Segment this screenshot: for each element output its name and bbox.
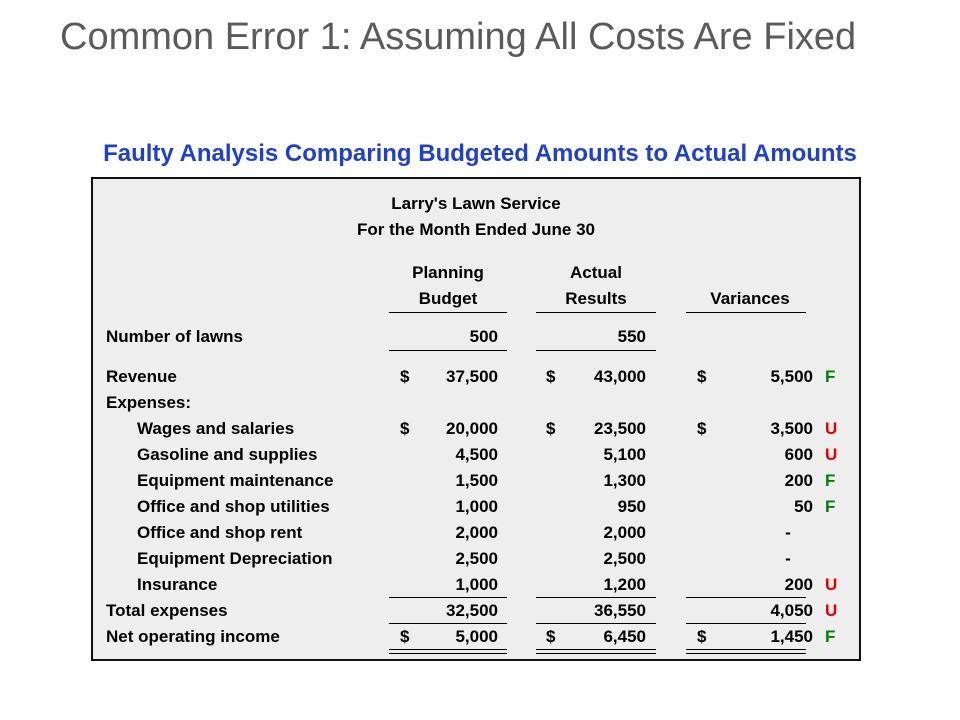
net-income-actual: 6,450 (603, 627, 646, 646)
expense-label: Equipment Depreciation (137, 549, 333, 568)
expense-variance: - (785, 549, 791, 568)
total-underline (686, 623, 806, 624)
net-income-budget: 5,000 (455, 627, 498, 646)
expense-flag: U (825, 575, 838, 594)
net-income-flag: F (825, 627, 836, 646)
expenses-heading: Expenses: (106, 393, 192, 412)
expenses-underline (686, 597, 806, 598)
slide-title: Common Error 1: Assuming All Costs Are Fixed (60, 16, 857, 58)
revenue-variance-currency: $ (697, 367, 707, 386)
expense-variance: 200 (784, 575, 813, 594)
expenses-underline (389, 597, 507, 598)
expense-actual: 1,200 (603, 575, 646, 594)
expense-flag: U (825, 419, 838, 438)
net-income-variance-currency: $ (697, 627, 707, 646)
net-income-budget-currency: $ (400, 627, 410, 646)
expense-actual: 5,100 (603, 445, 646, 464)
expense-variance: - (785, 523, 791, 542)
net-income-double-underline (536, 649, 656, 654)
expense-label: Equipment maintenance (137, 471, 334, 490)
net-income-actual-currency: $ (546, 627, 556, 646)
expense-budget: 2,000 (455, 523, 498, 542)
col-header-actual: Actual (570, 263, 622, 282)
expense-budget-currency: $ (400, 419, 410, 438)
lawns-budget: 500 (469, 327, 498, 346)
budget-report-panel (91, 177, 861, 661)
net-income-variance: 1,450 (770, 627, 813, 646)
slide-subtitle: Faulty Analysis Comparing Budgeted Amounts to Actual Amounts (103, 140, 857, 167)
total-expenses-variance: 4,050 (770, 601, 813, 620)
lawns-underline (389, 350, 507, 351)
revenue-budget-currency: $ (400, 367, 410, 386)
total-underline (536, 623, 656, 624)
expense-budget: 1,000 (455, 575, 498, 594)
header-underline (389, 312, 507, 313)
expenses-underline (536, 597, 656, 598)
revenue-actual-currency: $ (546, 367, 556, 386)
expense-label: Gasoline and supplies (137, 445, 318, 464)
col-header-results: Results (565, 289, 627, 308)
header-underline (686, 312, 806, 313)
expense-variance: 200 (784, 471, 813, 490)
total-expenses-budget: 32,500 (446, 601, 498, 620)
expense-budget: 4,500 (455, 445, 498, 464)
expense-actual: 950 (617, 497, 646, 516)
net-income-double-underline (389, 649, 507, 654)
total-expenses-actual: 36,550 (594, 601, 646, 620)
col-header-planning: Planning (412, 263, 484, 282)
expense-variance: 600 (784, 445, 813, 464)
expense-flag: F (825, 497, 836, 516)
revenue-flag: F (825, 367, 836, 386)
total-expenses-flag: U (825, 601, 838, 620)
expense-label: Office and shop utilities (137, 497, 330, 516)
header-underline (536, 312, 656, 313)
row-label-total-expenses: Total expenses (106, 601, 228, 620)
expense-budget: 20,000 (446, 419, 498, 438)
expense-flag: U (825, 445, 838, 464)
lawns-actual: 550 (617, 327, 646, 346)
company-name: Larry's Lawn Service (391, 194, 561, 213)
col-header-variances: Variances (710, 289, 790, 308)
expense-actual: 1,300 (603, 471, 646, 490)
total-underline (389, 623, 507, 624)
expense-variance: 3,500 (770, 419, 813, 438)
expense-label: Insurance (137, 575, 218, 594)
expense-actual: 2,000 (603, 523, 646, 542)
expense-budget: 1,000 (455, 497, 498, 516)
row-label-lawns: Number of lawns (106, 327, 243, 346)
net-income-double-underline (686, 649, 806, 654)
row-label-net-income: Net operating income (106, 627, 280, 646)
lawns-underline (536, 350, 656, 351)
expense-budget: 1,500 (455, 471, 498, 490)
expense-flag: F (825, 471, 836, 490)
expense-actual-currency: $ (546, 419, 556, 438)
col-header-budget: Budget (418, 289, 478, 308)
expense-variance: 50 (794, 497, 813, 516)
expense-label: Office and shop rent (137, 523, 303, 542)
row-label-revenue: Revenue (106, 367, 177, 386)
expense-actual: 23,500 (594, 419, 646, 438)
report-period: For the Month Ended June 30 (356, 220, 595, 239)
expense-label: Wages and salaries (137, 419, 295, 438)
expense-budget: 2,500 (455, 549, 498, 568)
expense-variance-currency: $ (697, 419, 707, 438)
revenue-budget: 37,500 (446, 367, 498, 386)
expense-actual: 2,500 (603, 549, 646, 568)
revenue-variance: 5,500 (770, 367, 813, 386)
revenue-actual: 43,000 (594, 367, 646, 386)
